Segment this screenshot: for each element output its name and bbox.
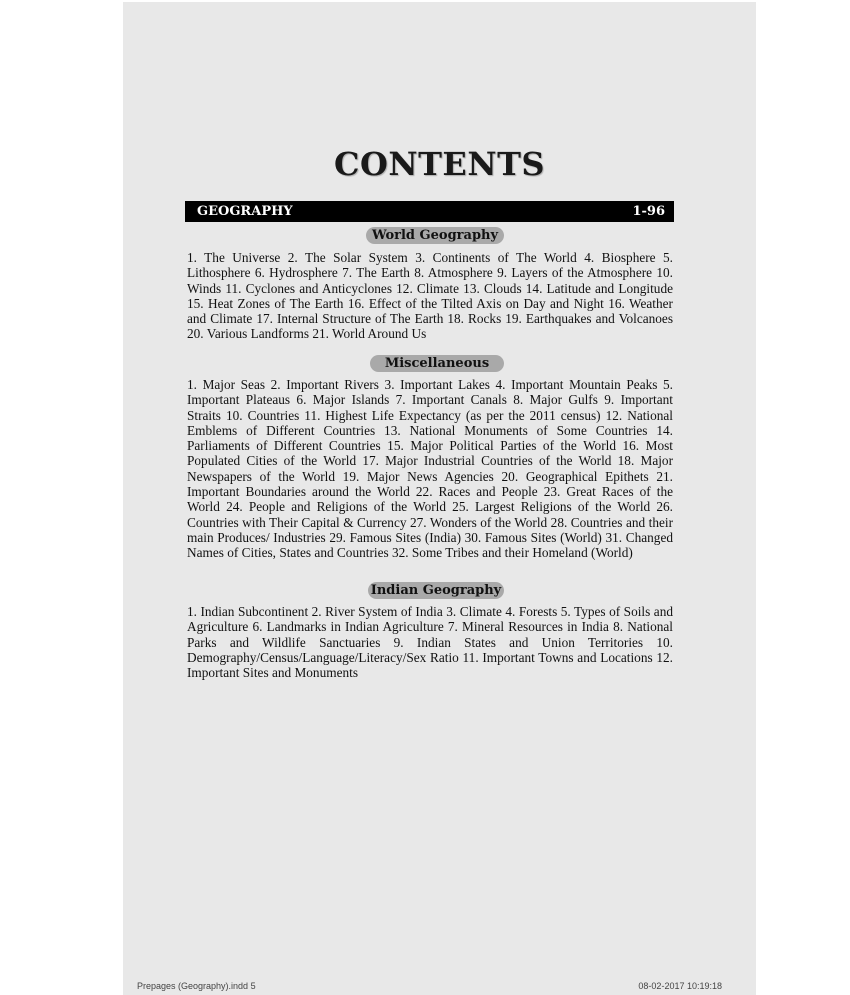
book-page: [123, 2, 756, 995]
section-name: GEOGRAPHY: [197, 204, 293, 219]
section-header-bar: [185, 201, 674, 222]
subsection-text-world-geography: 1. The Universe 2. The Solar System 3. Continents of The World 4. Biosphere 5. Lithosphere 6. Hydrosphere 7. The Earth 8. Atmosphere 9. Layers of the Atmosphere 10. Winds 11. Cyclones and Anticyclones 12. Climate 13. Clouds 14. Latitude and Longitude 15. Heat Zones of The Earth 16. Effect of the Tilted Axis on Day and Night 16. Weather and Climate 17. Internal Structure of The Earth 18. Rocks 19. Earthquakes and Volcanoes 20. Various Landforms 21. World Around Us: [187, 250, 673, 342]
page-title: CONTENTS: [334, 145, 545, 183]
subsection-text-indian-geography: 1. Indian Subcontinent 2. River System of India 3. Climate 4. Forests 5. Types of Soils and Agriculture 6. Landmarks in Indian Agriculture 7. Mineral Resources in India 8. National Parks and Wildlife Sanctuaries 9. Indian States and Union Territories 10. Demography/Census/Language/Literacy/Sex Ratio 11. Important Towns and Locations 12. Important Sites and Monuments: [187, 604, 673, 681]
footer-filename: Prepages (Geography).indd 5: [137, 981, 256, 991]
subsection-heading-indian-geography: Indian Geography: [368, 582, 504, 599]
subsection-text-miscellaneous: 1. Major Seas 2. Important Rivers 3. Important Lakes 4. Important Mountain Peaks 5. Important Plateaus 6. Major Islands 7. Important Canals 8. Major Gulfs 9. Important Straits 10. Countries 11. Highest Life Expectancy (as per the 2011 census) 12. National Emblems of Different Countries 13. National Monuments of Some Countries 14. Parliaments of Different Countries 15. Major Political Parties of the World 16. Most Populated Cities of the World 17. Major Industrial Countries of the World 18. Major Newspapers of the World 19. Major News Agencies 20. Geographical Epithets 21. Important Boundaries around the World 22. Races and People 23. Great Races of the World 24. People and Religions of the World 25. Largest Religions of the World 26. Countries with Their Capital & Currency 27. Wonders of the World 28. Countries and their main Produces/ Industries 29. Famous Sites (India) 30. Famous Sites (World) 31. Changed Names of Cities, States and Countries 32. Some Tribes and their Homeland (World): [187, 377, 673, 561]
subsection-heading-world-geography: World Geography: [366, 227, 504, 244]
section-page-range: 1-96: [632, 204, 665, 219]
footer-timestamp: 08-02-2017 10:19:18: [638, 981, 722, 991]
subsection-heading-miscellaneous: Miscellaneous: [370, 355, 504, 372]
